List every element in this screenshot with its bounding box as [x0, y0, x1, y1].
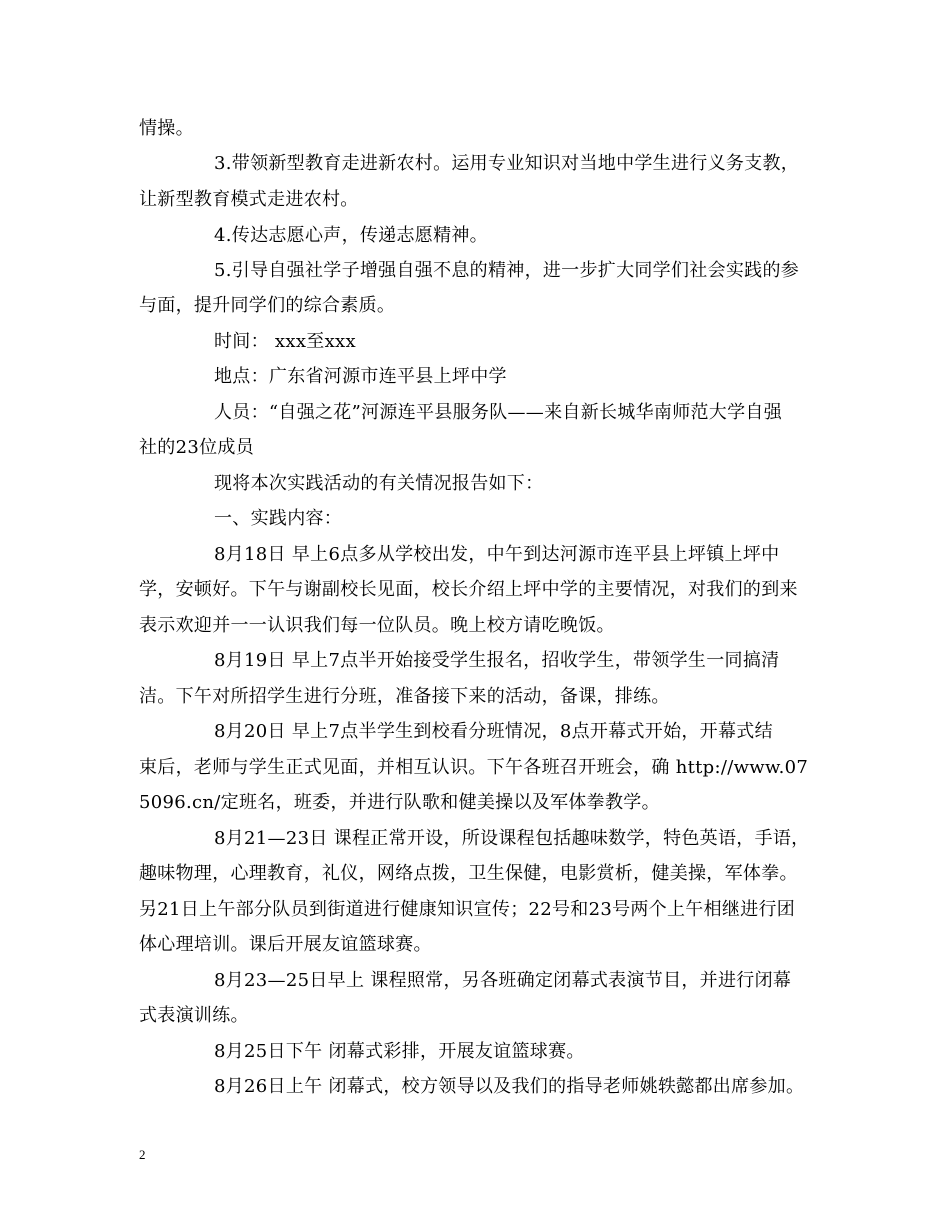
text-line: 表示欢迎并一一认识我们每一位队员。晚上校方请吃晚饭。 [139, 615, 615, 636]
text-line: 8月18日 早上6点多从学校出发，中午到达河源市连平县上坪镇上坪中 [214, 544, 780, 565]
text-line: 束后，老师与学生正式见面，并相互认识。下午各班召开班会，确 http://www.07 [139, 757, 809, 778]
text-line: 与面，提升同学们的综合素质。 [139, 295, 396, 316]
text-line: 人员：“自强之花”河源连平县服务队——来自新长城华南师范大学自强 [214, 402, 783, 423]
text-line: 体心理培训。课后开展友谊篮球赛。 [139, 934, 432, 955]
text-line: 8月25日下午 闭幕式彩排，开展友谊篮球赛。 [214, 1041, 585, 1062]
page-number: 2 [139, 1147, 146, 1162]
text-line: 现将本次实践活动的有关情况报告如下： [214, 473, 544, 494]
text-line: 洁。下午对所招学生进行分班，准备接下来的活动，备课，排练。 [139, 686, 670, 707]
text-line: 8月20日 早上7点半学生到校看分班情况，8点开幕式开始，开幕式结 [214, 721, 773, 742]
text-line: 8月26日上午 闭幕式，校方领导以及我们的指导老师姚轶懿都出席参加。 [214, 1076, 805, 1097]
text-line: 5096.cn/定班名，班委，并进行队歌和健美操以及军体拳教学。 [139, 792, 660, 813]
text-line: 社的23位成员 [139, 437, 255, 458]
text-line: 8月23—25日早上 课程照常，另各班确定闭幕式表演节目，并进行闭幕 [214, 970, 792, 991]
text-line: 学，安顿好。下午与谢副校长见面，校长介绍上坪中学的主要情况，对我们的到来 [139, 579, 798, 600]
text-line: 4.传达志愿心声，传递志愿精神。 [214, 225, 488, 246]
text-line: 5.引导自强社学子增强自强不息的精神，进一步扩大同学们社会实践的参 [214, 260, 800, 281]
text-line: 3.带领新型教育走进新农村。运用专业知识对当地中学生进行义务支教， [214, 153, 800, 174]
text-line: 式表演训练。 [139, 1005, 249, 1026]
text-line: 时间： xxx至xxx [214, 331, 356, 352]
text-line: 趣味物理，心理教育，礼仪，网络点拨，卫生保健，电影赏析，健美操，军体拳。 [139, 863, 798, 884]
text-line: 8月19日 早上7点半开始接受学生报名，招收学生，带领学生一同搞清 [214, 650, 780, 671]
text-line: 另21日上午部分队员到街道进行健康知识宣传；22号和23号两个上午相继进行团 [139, 899, 796, 920]
text-line: 让新型教育模式走进农村。 [139, 189, 359, 210]
text-line: 8月21—23日 课程正常开设，所设课程包括趣味数学，特色英语，手语， [214, 828, 810, 849]
text-line: 情操。 [139, 118, 194, 139]
text-line: 一、实践内容： [214, 508, 343, 529]
text-line: 地点：广东省河源市连平县上坪中学 [214, 366, 507, 387]
